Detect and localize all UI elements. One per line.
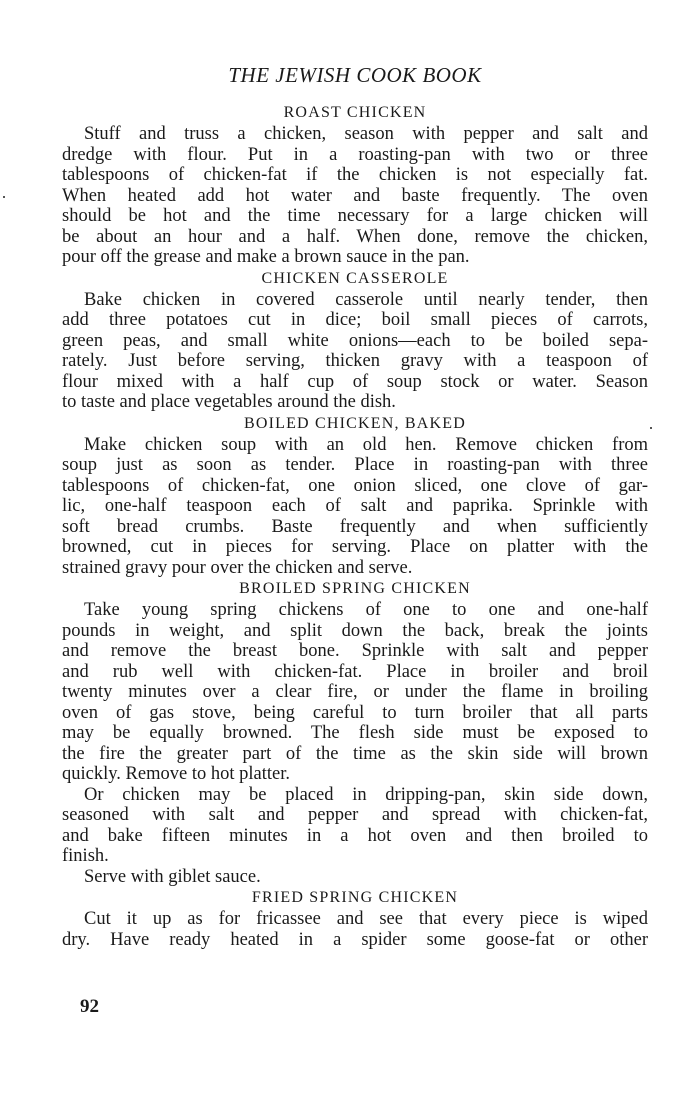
- page-number: 92: [80, 996, 99, 1017]
- text-line: green peas, and small white onions—each to be boiled sepa-: [62, 330, 648, 351]
- running-head: THE JEWISH COOK BOOK: [228, 63, 482, 87]
- text-line: dredge with flour. Put in a roasting-pan with two or three: [62, 144, 648, 165]
- recipe-paragraph: [62, 909, 648, 950]
- text-line: Bake chicken in covered casserole until nearly tender, then: [84, 289, 648, 310]
- text-line: the fire the greater part of the time as the skin side will brown: [62, 743, 648, 764]
- text-line: Serve with giblet sauce.: [84, 866, 261, 887]
- recipe-paragraph: [62, 124, 648, 268]
- text-line: soft bread crumbs. Baste frequently and when sufficiently: [62, 516, 648, 537]
- recipe-title: BOILED CHICKEN, BAKED: [243, 414, 467, 432]
- text-line: lic, one-half teaspoon each of salt and paprika. Sprinkle with: [62, 496, 648, 516]
- text-line: Or chicken may be placed in dripping-pan, skin side down,: [84, 784, 648, 805]
- text-line: and bake fifteen minutes in a hot oven and then broiled to: [62, 825, 648, 846]
- recipe-sections: [62, 102, 648, 950]
- text-line: may be equally browned. The flesh side must be exposed to: [62, 723, 648, 743]
- text-line: dry. Have ready heated in a spider some goose-fat or other: [62, 929, 648, 950]
- scan-speck: [3, 196, 5, 198]
- text-line: tablespoons of chicken-fat if the chicken is not especially fat.: [62, 165, 648, 185]
- text-line: Stuff and truss a chicken, season with pepper and salt and: [84, 124, 648, 144]
- text-line: tablespoons of chicken-fat, one onion sliced, one clove of gar-: [62, 475, 648, 496]
- text-line: and remove the breast bone. Sprinkle with salt and pepper: [62, 641, 648, 661]
- recipe-title: CHICKEN CASSEROLE: [261, 269, 449, 287]
- text-line: finish.: [62, 846, 109, 866]
- text-line: pour off the grease and make a brown sauce in the pan.: [62, 247, 470, 267]
- text-line: Cut it up as for fricassee and see that every piece is wiped: [84, 909, 648, 929]
- recipe-title: BROILED SPRING CHICKEN: [239, 580, 471, 597]
- recipe-paragraph: [62, 600, 648, 785]
- recipe-paragraph: [62, 435, 648, 579]
- recipe-paragraph: [62, 867, 648, 888]
- recipe-paragraph: [62, 785, 648, 867]
- text-line: to taste and place vegetables around the dish.: [62, 392, 396, 412]
- text-line: Take young spring chickens of one to one and one-half: [84, 600, 648, 620]
- recipe-paragraph: [62, 290, 648, 413]
- text-line: should be hot and the time necessary for a large chicken will: [62, 206, 648, 226]
- recipe-title: ROAST CHICKEN: [283, 104, 427, 121]
- text-line: soup just as soon as tender. Place in roasting-pan with three: [62, 455, 648, 475]
- text-line: be about an hour and a half. When done, remove the chicken,: [62, 226, 648, 247]
- text-line: When heated add hot water and baste frequently. The oven: [62, 185, 648, 206]
- text-line: oven of gas stove, being careful to turn broiler that all parts: [62, 702, 648, 723]
- text-line: pounds in weight, and split down the back, break the joints: [62, 620, 648, 641]
- text-line: browned, cut in pieces for serving. Place on platter with the: [62, 537, 648, 557]
- text-line: rately. Just before serving, thicken gravy with a teaspoon of: [62, 351, 648, 371]
- text-line: strained gravy pour over the chicken and serve.: [62, 557, 413, 578]
- text-line: Make chicken soup with an old hen. Remove chicken from: [84, 434, 648, 455]
- text-line: and rub well with chicken-fat. Place in broiler and broil: [62, 661, 648, 682]
- page-content: [62, 62, 648, 950]
- text-line: quickly. Remove to hot platter.: [62, 764, 290, 784]
- scan-speck: [650, 427, 652, 429]
- text-line: twenty minutes over a clear fire, or under the flame in broiling: [62, 682, 648, 702]
- text-line: seasoned with salt and pepper and spread with chicken-fat,: [62, 805, 648, 825]
- text-line: flour mixed with a half cup of soup stock or water. Season: [62, 371, 648, 392]
- text-line: add three potatoes cut in dice; boil small pieces of carrots,: [62, 310, 648, 330]
- recipe-title: FRIED SPRING CHICKEN: [251, 889, 459, 906]
